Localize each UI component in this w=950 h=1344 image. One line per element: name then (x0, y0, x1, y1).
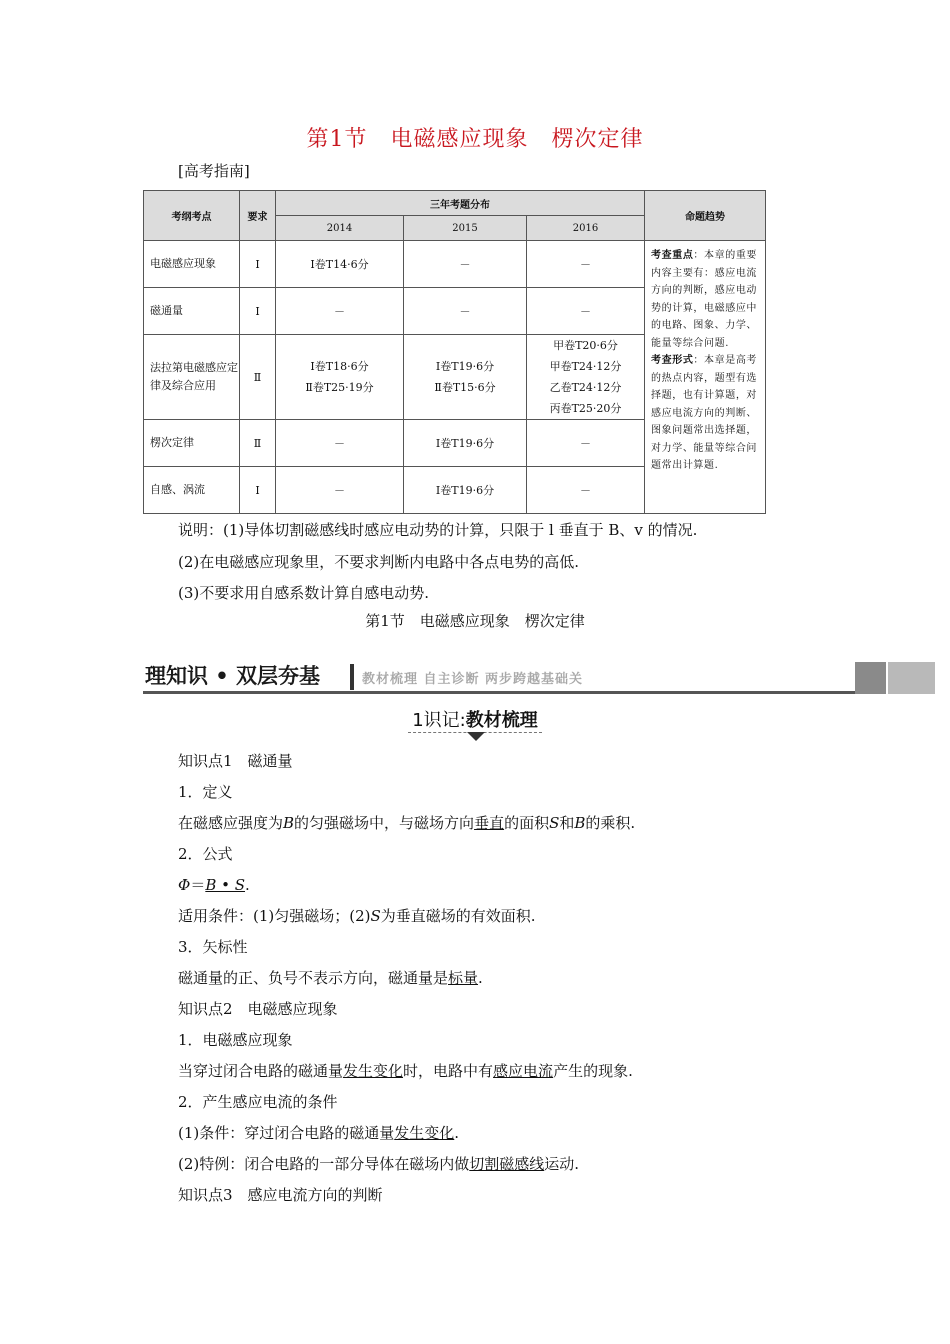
kp1-vector-text: 磁通量的正、负号不表示方向，磁通量是标量. (178, 969, 483, 987)
header-requirement: 要求 (240, 191, 276, 241)
table-row (144, 241, 766, 288)
answer-underline: 感应电流 (493, 1062, 554, 1080)
header-trend: 命题趋势 (645, 191, 766, 241)
score-cell: － (404, 241, 527, 288)
score-cell: － (404, 288, 527, 335)
score-cell: Ⅰ卷T14·6分 (276, 241, 404, 288)
header-year: 2014 (276, 216, 404, 241)
requirement-cell: Ⅰ (240, 241, 276, 288)
banner-rule (143, 691, 855, 694)
answer-underline: 切割磁感线 (469, 1155, 545, 1173)
score-cell: 甲卷T20·6分 甲卷T24·12分 乙卷T24·12分 丙卷T25·20分 (527, 335, 645, 420)
requirement-cell: Ⅰ (240, 288, 276, 335)
kp1-definition-heading: 1．定义 (178, 783, 233, 801)
score-cell: － (527, 467, 645, 514)
knowledge-point-3: 知识点3 感应电流方向的判断 (178, 1186, 383, 1204)
banner-title: 理知识 • 双层夯基 (145, 664, 321, 688)
exam-guide-table (143, 190, 766, 514)
down-triangle-icon (467, 732, 485, 741)
header-topic: 考纲考点 (144, 191, 240, 241)
requirement-cell: Ⅱ (240, 335, 276, 420)
kp2-condition-heading: 2．产生感应电流的条件 (178, 1093, 338, 1111)
note-1: 说明：(1)导体切割磁感线时感应电动势的计算，只限于 l 垂直于 B、v 的情况. (178, 521, 698, 539)
kp1-definition-text: 在磁感应强度为B的匀强磁场中，与磁场方向垂直的面积S和B的乘积. (178, 814, 636, 832)
trend-cell (645, 241, 766, 514)
trend-form-label: 考查形式 (651, 355, 694, 366)
kp2-phenomenon-text: 当穿过闭合电路的磁通量发生变化时，电路中有感应电流产生的现象. (178, 1062, 633, 1080)
kp2-condition-1: (1)条件：穿过闭合电路的磁通量发生变化. (178, 1124, 460, 1142)
score-cell: Ⅰ卷T19·6分 Ⅱ卷T15·6分 (404, 335, 527, 420)
note-3: (3)不要求用自感系数计算自感电动势. (178, 584, 430, 602)
score-cell: Ⅰ卷T19·6分 (404, 467, 527, 514)
guide-label: [高考指南] (178, 162, 250, 180)
knowledge-point-1: 知识点1 磁通量 (178, 752, 293, 770)
score-cell: － (276, 420, 404, 467)
banner-divider (350, 664, 354, 690)
score-cell: － (276, 288, 404, 335)
topic-cell: 自感、涡流 (144, 467, 240, 514)
requirement-cell: Ⅱ (240, 420, 276, 467)
knowledge-point-2: 知识点2 电磁感应现象 (178, 1000, 338, 1018)
section-subtitle: 第1节 电磁感应现象 楞次定律 (365, 612, 585, 630)
score-cell: － (527, 241, 645, 288)
answer-underline: 发生变化 (343, 1062, 404, 1080)
banner-subtitle: 教材梳理 自主诊断 两步跨越基础关 (362, 672, 584, 687)
kp1-formula-heading: 2．公式 (178, 845, 233, 863)
kp1-vector-heading: 3．矢标性 (178, 938, 248, 956)
answer-underline: 垂直 (474, 814, 505, 832)
page-title: 第1节 电磁感应现象 楞次定律 (306, 127, 644, 152)
header-distribution: 三年考题分布 (276, 191, 645, 216)
topic-cell: 楞次定律 (144, 420, 240, 467)
section-label-num: 1识记: (412, 710, 466, 731)
kp1-condition: 适用条件：(1)匀强磁场；(2)S为垂直磁场的有效面积. (178, 907, 536, 925)
section-label-text: 教材梳理 (465, 710, 538, 731)
header-year: 2015 (404, 216, 527, 241)
score-cell: Ⅰ卷T18·6分 Ⅱ卷T25·19分 (276, 335, 404, 420)
kp1-formula: Φ＝B • S. (178, 876, 250, 894)
topic-cell: 磁通量 (144, 288, 240, 335)
trend-focus-text: ：本章的重要内容主要有：感应电流方向的判断，感应电动势的计算，电磁感应中的电路、图象、力学、能量等综合问题. (651, 250, 758, 349)
answer-underline: 标量 (448, 969, 479, 987)
note-2: (2)在电磁感应现象里，不要求判断内电路中各点电势的高低. (178, 553, 580, 571)
banner-block-light (888, 662, 935, 694)
score-cell: － (276, 467, 404, 514)
header-year: 2016 (527, 216, 645, 241)
score-cell: Ⅰ卷T19·6分 (404, 420, 527, 467)
topic-cell: 法拉第电磁感应定律及综合应用 (144, 335, 240, 420)
score-cell: － (527, 288, 645, 335)
kp2-condition-2: (2)特例：闭合电路的一部分导体在磁场内做切割磁感线运动. (178, 1155, 580, 1173)
answer-underline: B • S (205, 876, 246, 894)
answer-underline: 发生变化 (394, 1124, 455, 1142)
topic-cell: 电磁感应现象 (144, 241, 240, 288)
kp2-phenomenon-heading: 1．电磁感应现象 (178, 1031, 293, 1049)
banner-block-dark (855, 662, 886, 694)
requirement-cell: Ⅰ (240, 467, 276, 514)
section-label (0, 706, 950, 732)
trend-form-text: ：本章是高考的热点内容，题型有选择题，也有计算题，对感应电流方向的判断、图象问题常出选择题，对力学、能量等综合问题常出计算题. (651, 355, 758, 471)
score-cell: － (527, 420, 645, 467)
trend-focus-label: 考查重点 (651, 250, 694, 261)
